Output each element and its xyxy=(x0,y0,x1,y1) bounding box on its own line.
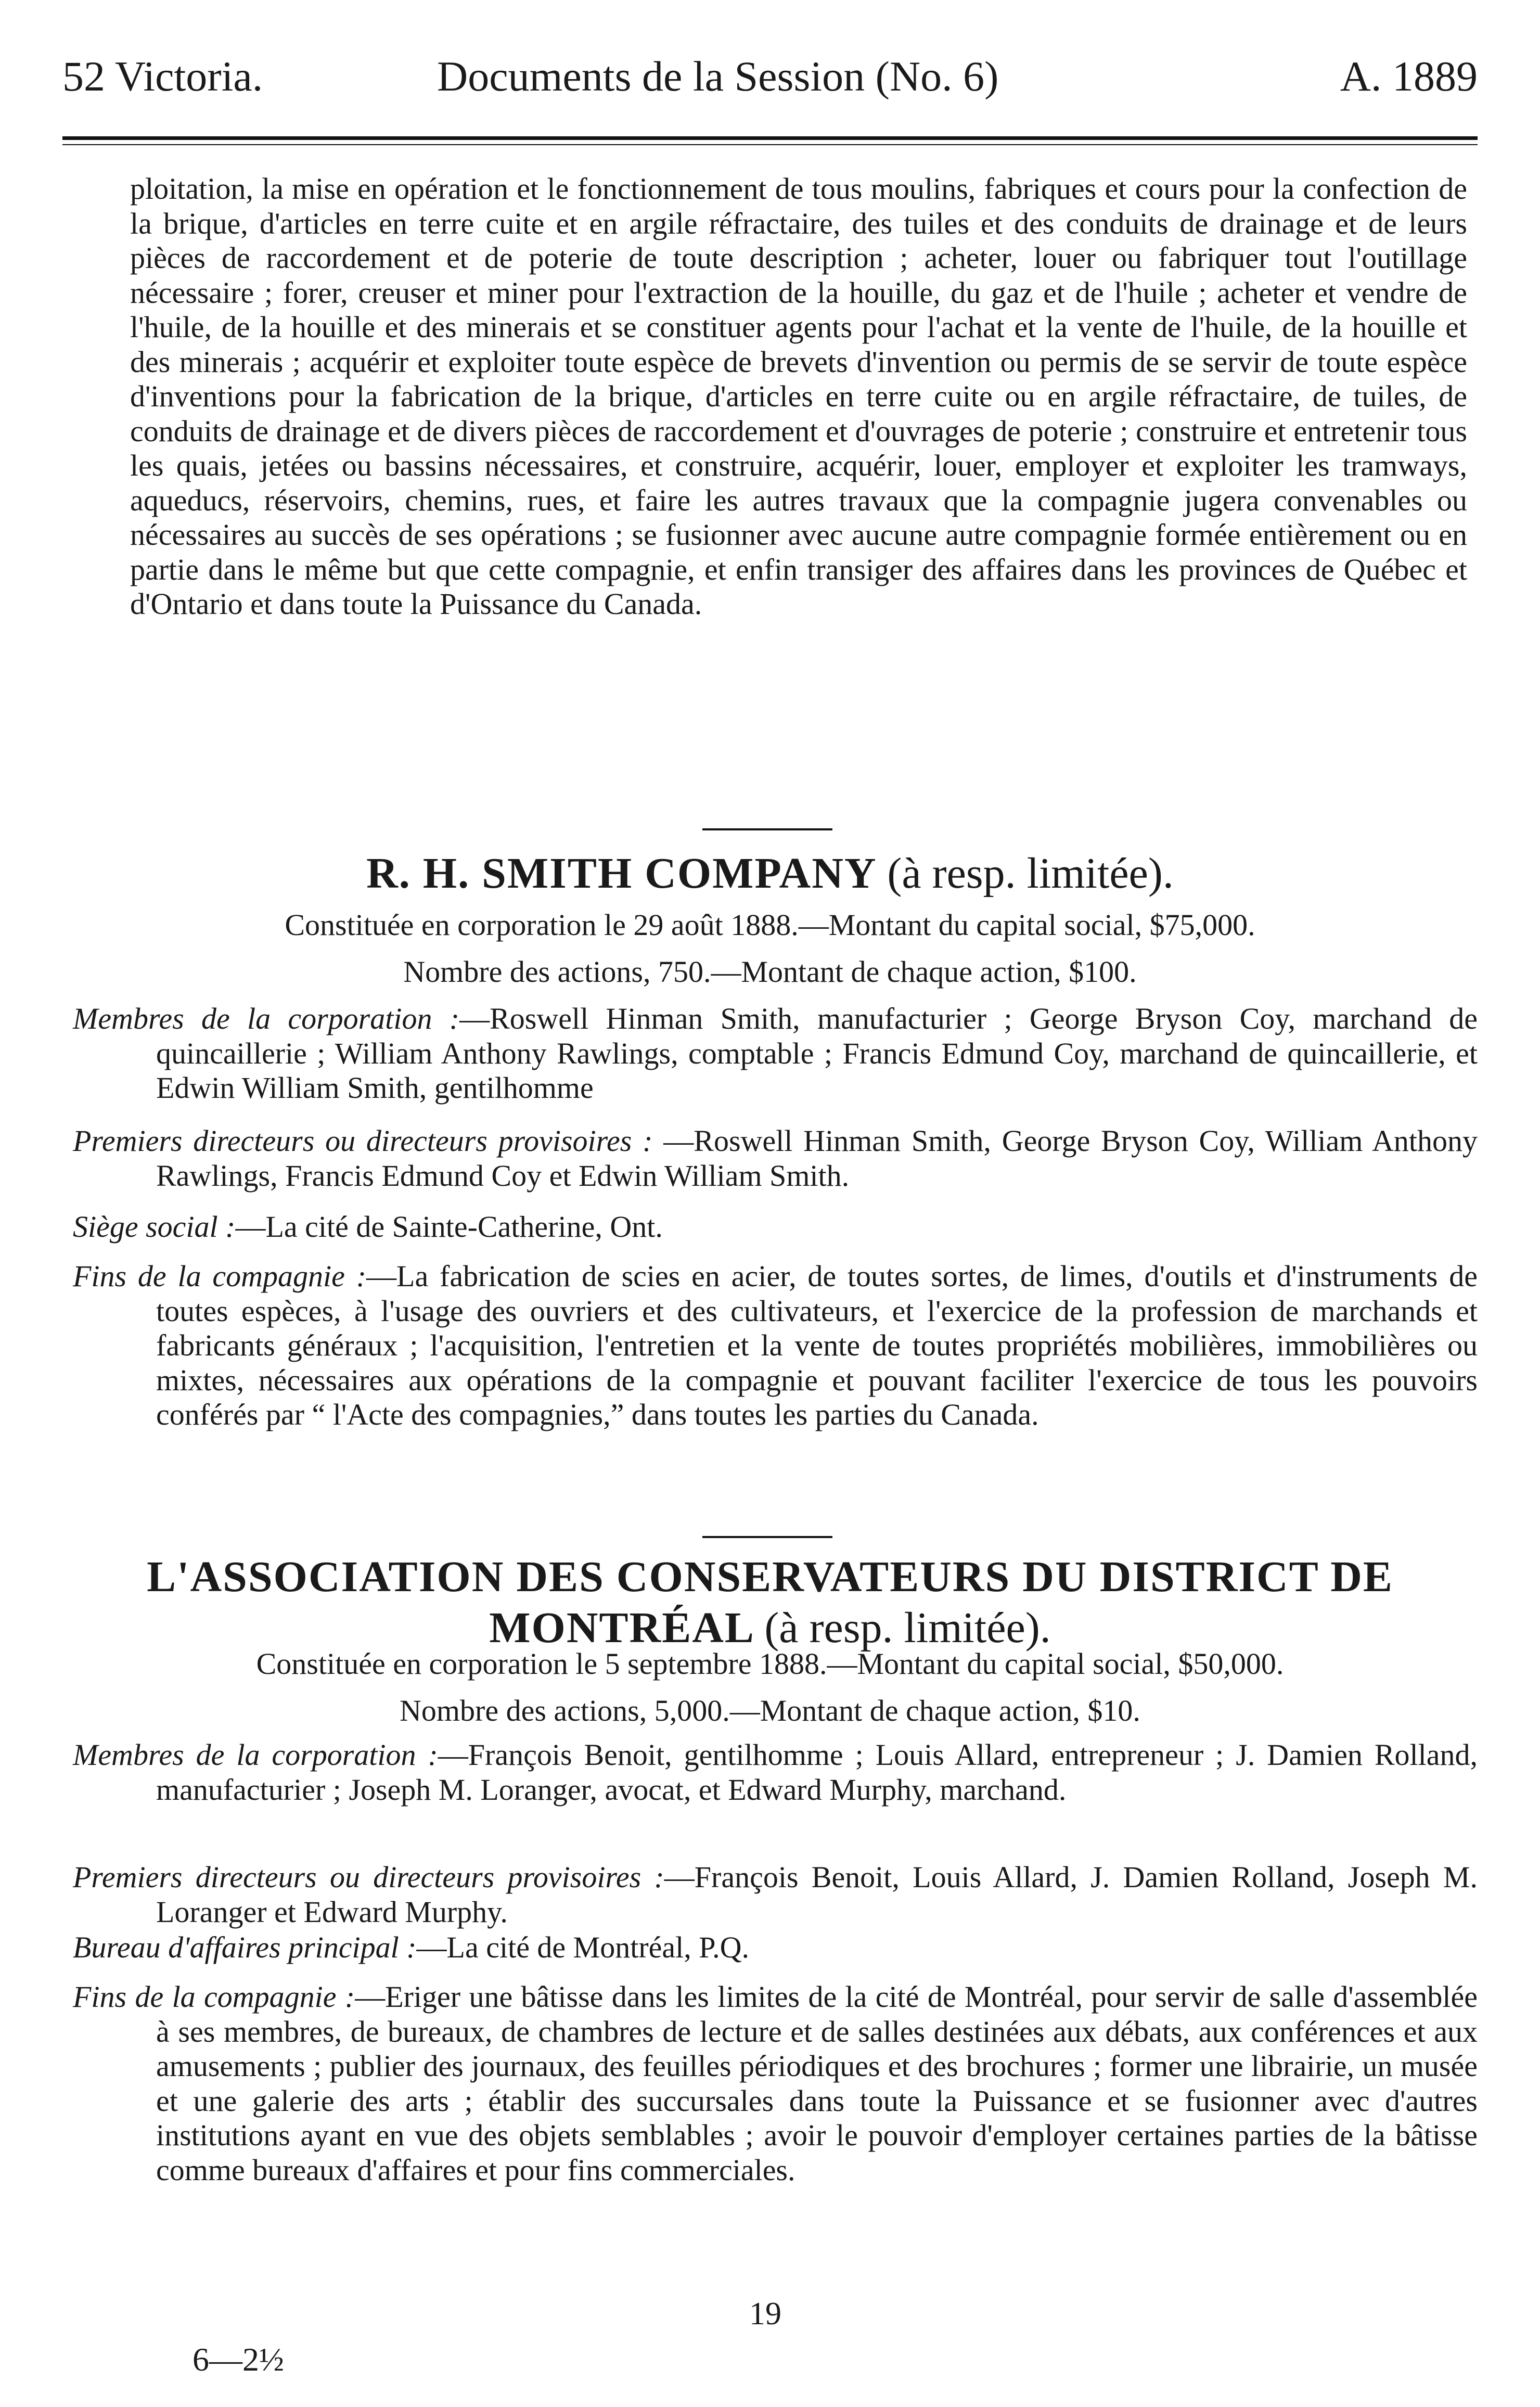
header-right: A. 1889 xyxy=(1340,53,1478,100)
company-suffix: (à resp. limitée). xyxy=(887,849,1174,898)
header-rule-thick xyxy=(62,136,1478,140)
directors-entry xyxy=(73,1860,1478,1929)
page-number: 19 xyxy=(749,2296,781,2332)
members-entry xyxy=(73,1002,1478,1106)
directors-label: Premiers directeurs ou directeurs provisoires : xyxy=(73,1124,653,1158)
purpose-text: —La fabrication de scies en acier, de toutes sortes, de limes, d'outils et d'instruments de toutes espèces, à l'usage des ouvriers et des cultivateurs, et l'exercice de la profession de marchands et fabricants généraux ; l'acquisition, l'entretien et la vente de toutes propriétés mobilières, immobilières ou mixtes, nécessaires aux opérations de la compagnie et pouvant faciliter l'exercice de tous les pouvoirs conférés par “ l'Acte des compagnies,” dans toutes les parties du Canada. xyxy=(156,1259,1478,1431)
purpose-label: Fins de la compagnie : xyxy=(73,1980,355,2014)
incorporation-line: Constituée en corporation le 5 septembre 1888.—Montant du capital social, $50,000. xyxy=(256,1647,1284,1681)
continued-paragraph: ploitation, la mise en opération et le fonctionnement de tous moulins, fabriques et cours pour la confection de la brique, d'articles en terre cuite et en argile réfractaire, des tuiles et des conduits de drainage et de leurs pièces de raccordement et de poterie de toute description ; acheter, louer ou fabriquer tout l'outillage nécessaire ; forer, creuser et miner pour l'extraction de la houille, du gaz et de l'huile ; acheter et vendre de l'huile, de la houille et des minerais et se constituer agents pour l'achat et la vente de l'huile, de la houille et des minerais ; acquérir et exploiter toute espèce de brevets d'invention ou permis de se servir de toute espèce d'inventions pour la fabrication de la brique, d'articles en terre cuite ou en argile réfractaire, de tuiles, de conduits de drainage et de divers pièces de raccordement et d'ouvrages de poterie ; construire et entretenir tous les quais, jetées ou bassins nécessaires, et construire, acquérir, louer, employer et exploiter les tramways, aqueducs, réservoirs, chemins, rues, et faire les autres travaux que la compagnie jugera convenables ou nécessaires au succès de ses opérations ; se fusionner avec aucune autre compagnie formée entièrement ou en partie dans le même but que cette compagnie, et enfin transiger des affaires dans les provinces de Québec et d'Ontario et dans toute la Puissance du Canada. xyxy=(130,172,1467,621)
members-text: —Roswell Hinman Smith, manufacturier ; George Bryson Coy, marchand de quincaillerie ; William Anthony Rawlings, comptable ; Francis Edmund Coy, marchand de quincaillerie, et Edwin William Smith, gentilhomme xyxy=(156,1002,1478,1105)
shares-line: Nombre des actions, 5,000.—Montant de chaque action, $10. xyxy=(400,1694,1140,1727)
purpose-entry xyxy=(73,1980,1478,2187)
section-separator xyxy=(702,1536,832,1538)
company-name: L'ASSOCIATION DES CONSERVATEURS DU DISTRICT DE MONTRÉAL xyxy=(147,1553,1393,1652)
purpose-entry xyxy=(73,1259,1478,1432)
office-entry xyxy=(73,1210,1478,1245)
office-label: Siège social : xyxy=(73,1210,236,1244)
directors-text: —Roswell Hinman Smith, George Bryson Coy, William Anthony Rawlings, Francis Edmund Coy et Edwin William Smith. xyxy=(156,1124,1478,1193)
header-center: Documents de la Session (No. 6) xyxy=(437,53,999,100)
office-label: Bureau d'affaires principal : xyxy=(73,1930,417,1964)
section-heading xyxy=(68,848,1472,899)
company-name: R. H. SMITH COMPANY xyxy=(366,849,876,898)
office-entry xyxy=(73,1930,1478,1965)
header-rule-thin xyxy=(62,144,1478,145)
directors-text: —François Benoit, Louis Allard, J. Damien Rolland, Joseph M. Loranger et Edward Murphy. xyxy=(156,1860,1478,1929)
office-text: —La cité de Sainte-Catherine, Ont. xyxy=(235,1210,663,1244)
directors-entry xyxy=(73,1124,1478,1193)
office-text: —La cité de Montréal, P.Q. xyxy=(416,1930,749,1964)
shares-line: Nombre des actions, 750.—Montant de chaque action, $100. xyxy=(403,955,1137,989)
purpose-text: —Eriger une bâtisse dans les limites de la cité de Montréal, pour servir de salle d'assemblée à ses membres, de bureaux, de chambres de lecture et de salles destinées aux débats, aux conférences et aux amusements ; publier des journaux, des feuilles périodiques et des brochures ; former une librairie, un musée et une galerie des arts ; établir des succursales dans toute la Puissance et se fusionner avec d'autres institutions ayant en vue des objets semblables ; avoir le pouvoir d'employer certaines parties de la bâtisse comme bureaux d'affaires et pour fins commerciales. xyxy=(156,1980,1478,2187)
section-separator xyxy=(702,828,832,830)
incorporation-line: Constituée en corporation le 29 août 1888.—Montant du capital social, $75,000. xyxy=(285,908,1255,942)
members-label: Membres de la corporation : xyxy=(73,1738,438,1772)
members-label: Membres de la corporation : xyxy=(73,1002,460,1035)
directors-label: Premiers directeurs ou directeurs provisoires : xyxy=(73,1860,664,1894)
header-left: 52 Victoria. xyxy=(62,53,263,100)
purpose-label: Fins de la compagnie : xyxy=(73,1259,367,1293)
members-entry xyxy=(73,1738,1478,1807)
members-text: —François Benoit, gentilhomme ; Louis Allard, entrepreneur ; J. Damien Rolland, manufacturier ; Joseph M. Loranger, avocat, et Edward Murphy, marchand. xyxy=(156,1738,1478,1807)
company-suffix: (à resp. limitée). xyxy=(764,1604,1051,1652)
running-header xyxy=(62,52,1478,109)
signature-mark: 6—2½ xyxy=(192,2341,284,2378)
section-heading xyxy=(68,1552,1472,1654)
